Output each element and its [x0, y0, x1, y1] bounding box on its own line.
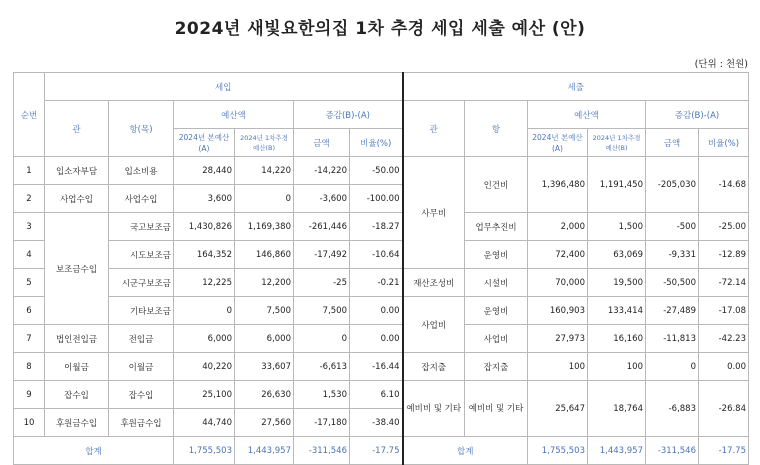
exp-supp: 18,764 [588, 381, 646, 437]
rev-main: 6,000 [174, 325, 235, 353]
rev-diff: 0 [294, 325, 350, 353]
row-no: 2 [14, 185, 45, 213]
exp-hang: 운영비 [465, 297, 528, 325]
exp-gwan-jaesan: 재산조성비 [403, 269, 465, 297]
exp-ratio: -12.89 [699, 241, 749, 269]
table-row [14, 213, 749, 241]
table-row [14, 269, 749, 297]
exp-ratio: -42.23 [699, 325, 749, 353]
rev-hang: 시도보조금 [109, 241, 174, 269]
total-rev-ratio: -17.75 [350, 437, 403, 465]
exp-main: 27,973 [528, 325, 588, 353]
row-no: 5 [14, 269, 45, 297]
rev-diff: -17,180 [294, 409, 350, 437]
exp-hang: 잡지출 [465, 353, 528, 381]
rev-gwan: 후원금수입 [45, 409, 109, 437]
header-expense: 세출 [403, 73, 749, 101]
rev-hang: 사업수입 [109, 185, 174, 213]
rev-supp: 6,000 [235, 325, 294, 353]
total-rev-main: 1,755,503 [174, 437, 235, 465]
rev-ratio: -0.21 [350, 269, 403, 297]
row-no: 9 [14, 381, 45, 409]
exp-diff: -500 [646, 213, 699, 241]
exp-diff: 0 [646, 353, 699, 381]
exp-supp: 1,191,450 [588, 157, 646, 213]
exp-supp: 1,500 [588, 213, 646, 241]
exp-diff: -9,331 [646, 241, 699, 269]
rev-hang: 기타보조금 [109, 297, 174, 325]
table-row [14, 325, 749, 353]
rev-diff: -14,220 [294, 157, 350, 185]
header-exp-ratio: 비율(%) [699, 129, 749, 157]
page-title: 2024년 새빛요한의집 1차 추경 세입 세출 예산 (안) [174, 19, 586, 39]
rev-supp: 33,607 [235, 353, 294, 381]
rev-ratio: -18.27 [350, 213, 403, 241]
header-exp-amount: 금액 [646, 129, 699, 157]
rev-main: 12,225 [174, 269, 235, 297]
rev-main: 25,100 [174, 381, 235, 409]
header-no: 순번 [14, 73, 45, 157]
total-row [14, 437, 749, 465]
rev-diff: 1,530 [294, 381, 350, 409]
total-label-revenue: 합계 [14, 437, 174, 465]
header-rev-budget: 예산액 [174, 101, 294, 129]
exp-hang: 시설비 [465, 269, 528, 297]
row-no: 4 [14, 241, 45, 269]
rev-diff: -261,446 [294, 213, 350, 241]
exp-hang: 예비비 및 기타 [465, 381, 528, 437]
rev-hang: 시군구보조금 [109, 269, 174, 297]
rev-gwan: 이월금 [45, 353, 109, 381]
rev-hang: 입소비용 [109, 157, 174, 185]
rev-main: 44,740 [174, 409, 235, 437]
total-exp-supp: 1,443,957 [588, 437, 646, 465]
header-rev-amount: 금액 [294, 129, 350, 157]
exp-ratio: -14.68 [699, 157, 749, 213]
row-no: 8 [14, 353, 45, 381]
header-exp-diff: 증감(B)-(A) [646, 101, 749, 129]
rev-ratio: -50.00 [350, 157, 403, 185]
header-exp-gwan: 관 [403, 101, 465, 157]
table-row [14, 353, 749, 381]
exp-diff: -11,813 [646, 325, 699, 353]
rev-supp: 12,200 [235, 269, 294, 297]
table-row [14, 241, 749, 269]
exp-diff: -205,030 [646, 157, 699, 213]
rev-hang: 후원금수입 [109, 409, 174, 437]
rev-gwan-bojo: 보조금수입 [45, 213, 109, 325]
unit-label: (단위 : 천원) [694, 59, 748, 70]
table-row [14, 381, 749, 409]
exp-ratio: -72.14 [699, 269, 749, 297]
rev-main: 28,440 [174, 157, 235, 185]
exp-main: 72,400 [528, 241, 588, 269]
total-exp-ratio: -17.75 [699, 437, 749, 465]
exp-supp: 16,160 [588, 325, 646, 353]
rev-supp: 146,860 [235, 241, 294, 269]
header-rev-gwan: 관 [45, 101, 109, 157]
exp-ratio: -17.08 [699, 297, 749, 325]
rev-supp: 14,220 [235, 157, 294, 185]
rev-supp: 26,630 [235, 381, 294, 409]
exp-main: 25,647 [528, 381, 588, 437]
exp-diff: -50,500 [646, 269, 699, 297]
rev-ratio: 6.10 [350, 381, 403, 409]
row-no: 6 [14, 297, 45, 325]
rev-supp: 0 [235, 185, 294, 213]
rev-ratio: -16.44 [350, 353, 403, 381]
budget-table [13, 72, 749, 465]
exp-ratio: -25.00 [699, 213, 749, 241]
rev-main: 164,352 [174, 241, 235, 269]
rev-diff: -3,600 [294, 185, 350, 213]
exp-diff: -6,883 [646, 381, 699, 437]
header-exp-budget: 예산액 [528, 101, 646, 129]
exp-gwan-samu: 사무비 [403, 157, 465, 269]
exp-gwan-saeop: 사업비 [403, 297, 465, 353]
exp-hang: 운영비 [465, 241, 528, 269]
header-rev-main: 2024년 본예산(A) [174, 129, 235, 157]
row-no: 3 [14, 213, 45, 241]
rev-hang: 잡수입 [109, 381, 174, 409]
rev-hang: 국고보조금 [109, 213, 174, 241]
rev-main: 3,600 [174, 185, 235, 213]
rev-gwan: 법인전입금 [45, 325, 109, 353]
header-rev-ratio: 비율(%) [350, 129, 403, 157]
rev-main: 0 [174, 297, 235, 325]
rev-ratio: -10.64 [350, 241, 403, 269]
exp-hang: 업무추진비 [465, 213, 528, 241]
total-exp-diff: -311,546 [646, 437, 699, 465]
exp-gwan-yebi: 예비비 및 기타 [403, 381, 465, 437]
row-no: 10 [14, 409, 45, 437]
rev-ratio: 0.00 [350, 325, 403, 353]
rev-diff: 7,500 [294, 297, 350, 325]
total-rev-supp: 1,443,957 [235, 437, 294, 465]
exp-supp: 63,069 [588, 241, 646, 269]
exp-supp: 133,414 [588, 297, 646, 325]
exp-ratio: 0.00 [699, 353, 749, 381]
exp-hang: 인건비 [465, 157, 528, 213]
row-no: 7 [14, 325, 45, 353]
exp-main: 1,396,480 [528, 157, 588, 213]
table-row [14, 297, 749, 325]
rev-supp: 7,500 [235, 297, 294, 325]
rev-supp: 27,560 [235, 409, 294, 437]
rev-ratio: -100.00 [350, 185, 403, 213]
rev-ratio: 0.00 [350, 297, 403, 325]
exp-main: 2,000 [528, 213, 588, 241]
rev-diff: -25 [294, 269, 350, 297]
rev-ratio: -38.40 [350, 409, 403, 437]
total-label-expense: 합계 [403, 437, 528, 465]
rev-gwan: 잡수입 [45, 381, 109, 409]
total-rev-diff: -311,546 [294, 437, 350, 465]
exp-gwan-jap: 잡지출 [403, 353, 465, 381]
exp-main: 100 [528, 353, 588, 381]
rev-diff: -17,492 [294, 241, 350, 269]
rev-gwan: 입소자부담 [45, 157, 109, 185]
rev-supp: 1,169,380 [235, 213, 294, 241]
header-revenue: 세입 [45, 73, 403, 101]
exp-diff: -27,489 [646, 297, 699, 325]
rev-gwan: 사업수입 [45, 185, 109, 213]
exp-main: 160,903 [528, 297, 588, 325]
exp-ratio: -26.84 [699, 381, 749, 437]
header-rev-supp: 2024년 1차추경예산(B) [235, 129, 294, 157]
header-exp-supp: 2024년 1차추경예산(B) [588, 129, 646, 157]
rev-main: 1,430,826 [174, 213, 235, 241]
exp-main: 70,000 [528, 269, 588, 297]
header-rev-hang: 항(목) [109, 101, 174, 157]
exp-hang: 사업비 [465, 325, 528, 353]
rev-hang: 전입금 [109, 325, 174, 353]
rev-diff: -6,613 [294, 353, 350, 381]
rev-hang: 이월금 [109, 353, 174, 381]
total-exp-main: 1,755,503 [528, 437, 588, 465]
exp-supp: 19,500 [588, 269, 646, 297]
rev-main: 40,220 [174, 353, 235, 381]
exp-supp: 100 [588, 353, 646, 381]
header-exp-main: 2024년 본예산(A) [528, 129, 588, 157]
row-no: 1 [14, 157, 45, 185]
header-exp-hang: 항 [465, 101, 528, 157]
header-rev-diff: 증감(B)-(A) [294, 101, 403, 129]
table-row [14, 157, 749, 185]
